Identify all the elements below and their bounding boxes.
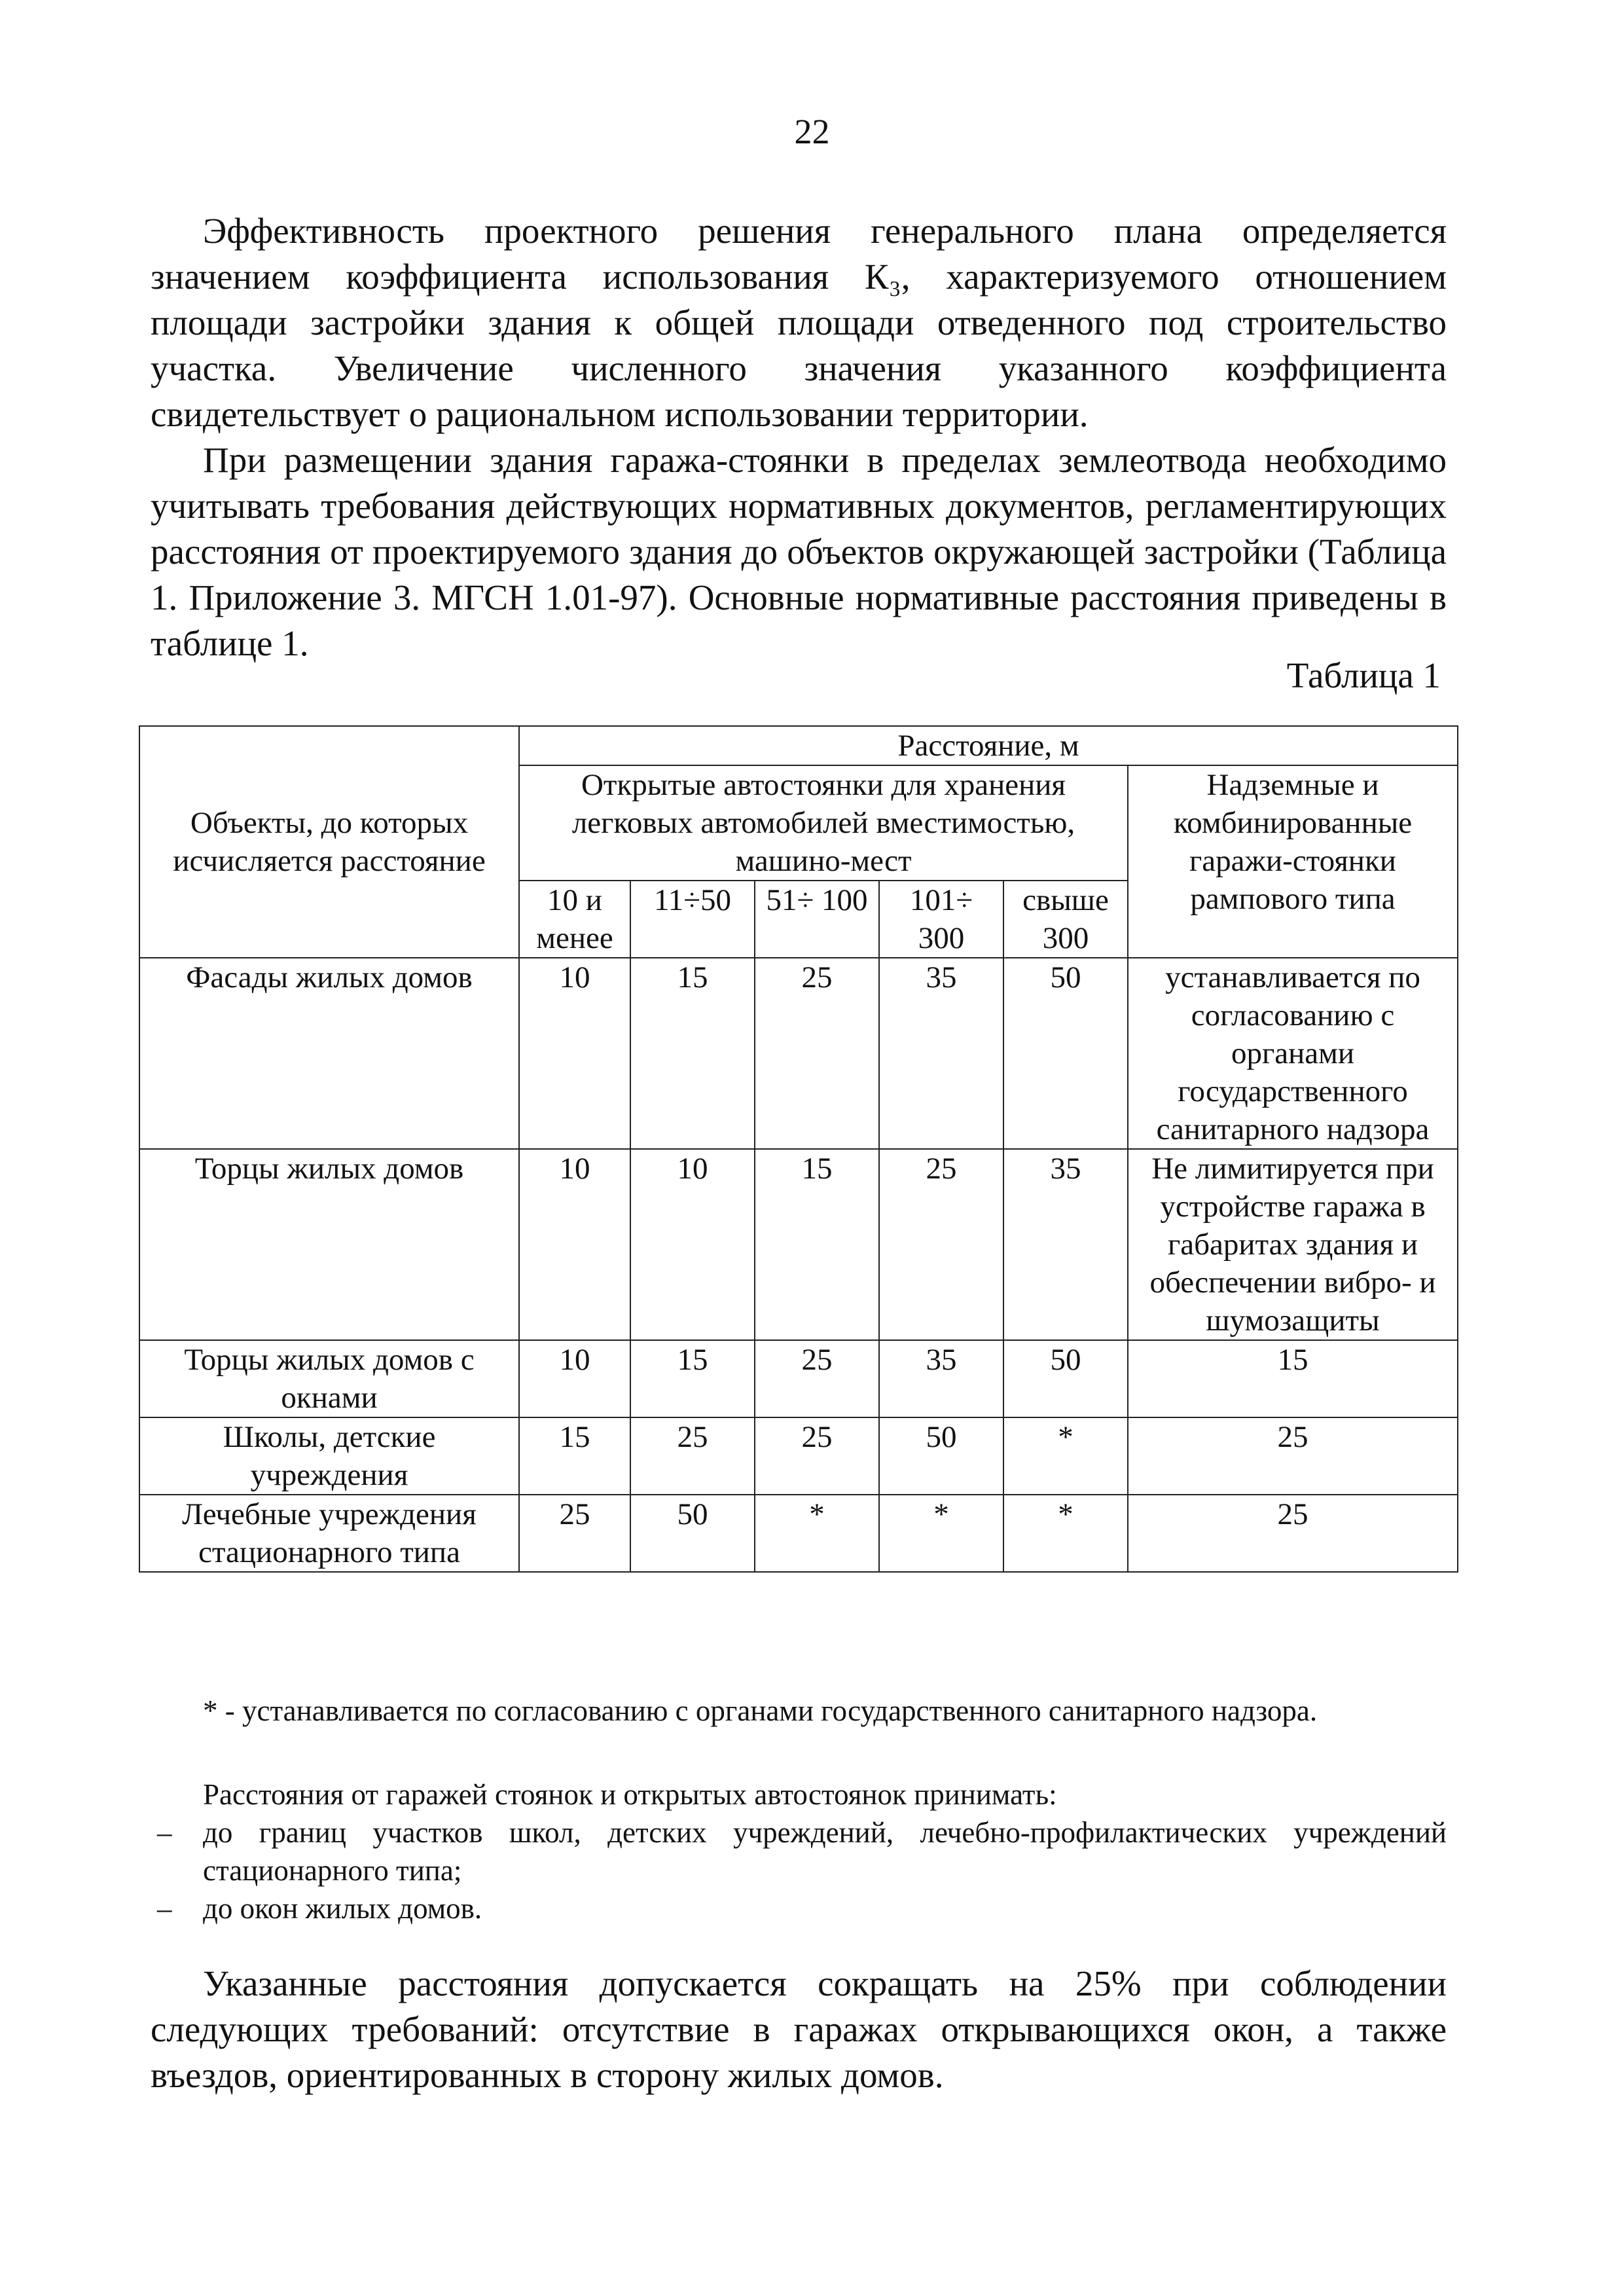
value-cell: 25 — [519, 1495, 630, 1572]
object-cell: Торцы жилых домов — [139, 1149, 519, 1340]
value-cell: 10 — [519, 958, 630, 1149]
table-header-row — [139, 726, 1458, 765]
value-cell: 50 — [879, 1417, 1003, 1495]
capacity-cell: 11÷50 — [630, 881, 755, 958]
value-cell: 25 — [879, 1149, 1003, 1340]
value-cell: * — [1003, 1417, 1128, 1495]
capacity-cell: свыше 300 — [1003, 881, 1128, 958]
value-cell: 10 — [630, 1149, 755, 1340]
garage-cell: Не лимитируется при устройстве гаража в габаритах здания и обеспечении вибро- и шумозащиты — [1128, 1149, 1458, 1340]
table-row — [139, 958, 1458, 1149]
table-caption: Таблица 1 — [1286, 655, 1441, 695]
value-cell: 10 — [519, 1149, 630, 1340]
paragraph-efficiency: Эффективность проектного решения генерального плана определяется значением коэффициента использования К₃, характеризуемого отношением площади застройки здания к общей площади отведенного под строительство участка. Увеличение численного значения указанного коэффициента свидетельствует о рациональном использовании территории. — [151, 211, 1447, 434]
header-distance: Расстояние, м — [519, 726, 1458, 765]
footnote-list-item — [151, 1813, 1447, 1889]
table-row — [139, 1417, 1458, 1495]
value-cell: * — [879, 1495, 1003, 1572]
value-cell: 50 — [630, 1495, 755, 1572]
garage-cell: 25 — [1128, 1495, 1458, 1572]
dash-bullet: – — [157, 1892, 172, 1925]
value-cell: * — [755, 1495, 879, 1572]
header-garages: Надземные и комбинированные гаражи-стоянки рампового типа — [1128, 765, 1458, 958]
value-cell: 35 — [879, 958, 1003, 1149]
value-cell: 15 — [630, 1340, 755, 1417]
garage-cell: 25 — [1128, 1417, 1458, 1495]
footnote-list-item — [151, 1889, 1447, 1927]
garage-cell: устанавливается по согласованию с органами государственного санитарного надзора — [1128, 958, 1458, 1149]
value-cell: 25 — [755, 958, 879, 1149]
capacity-cell: 101÷ 300 — [879, 881, 1003, 958]
object-cell: Торцы жилых домов с окнами — [139, 1340, 519, 1417]
value-cell: 35 — [879, 1340, 1003, 1417]
value-cell: 25 — [755, 1340, 879, 1417]
page-number: 22 — [794, 112, 830, 151]
footnote-list-text: до окон жилых домов. — [203, 1892, 482, 1925]
garage-cell: 15 — [1128, 1340, 1458, 1417]
value-cell: 15 — [519, 1417, 630, 1495]
table-row — [139, 1340, 1458, 1417]
capacity-cell: 10 и менее — [519, 881, 630, 958]
footnote-intro: Расстояния от гаражей стоянок и открытых автостоянок принимать: — [203, 1778, 1057, 1811]
object-cell: Фасады жилых домов — [139, 958, 519, 1149]
value-cell: 35 — [1003, 1149, 1128, 1340]
value-cell: 10 — [519, 1340, 630, 1417]
table-row — [139, 1495, 1458, 1572]
value-cell: * — [1003, 1495, 1128, 1572]
object-cell: Лечебные учреждения стационарного типа — [139, 1495, 519, 1572]
value-cell: 25 — [630, 1417, 755, 1495]
dash-bullet: – — [157, 1816, 172, 1849]
header-objects: Объекты, до которых исчисляется расстояние — [139, 726, 519, 958]
header-open-parking: Открытые автостоянки для хранения легковых автомобилей вместимостью, машино-мест — [519, 765, 1128, 881]
value-cell: 15 — [630, 958, 755, 1149]
footnote-star: * - устанавливается по согласованию с органами государственного санитарного надзора. — [203, 1694, 1318, 1727]
capacity-cell: 51÷ 100 — [755, 881, 879, 958]
paragraph-reduction: Указанные расстояния допускается сокращать на 25% при соблюдении следующих требований: отсутствие в гаражах открывающихся окон, а также въездов, ориентированных в сторону жилых домов. — [151, 1963, 1447, 2095]
footnote-list-text: до границ участков школ, детских учреждений, лечебно-профилактических учреждений стационарного типа; — [203, 1816, 1447, 1887]
value-cell: 25 — [755, 1417, 879, 1495]
value-cell: 50 — [1003, 1340, 1128, 1417]
distance-table — [139, 725, 1458, 1573]
paragraph-placement: При размещении здания гаража-стоянки в пределах землеотвода необходимо учитывать требования действующих нормативных документов, регламентирующих расстояния от проектируемого здания до объектов окружающей застройки (Таблица 1. Приложение 3. МГСН 1.01-97). Основные нормативные расстояния приведены в таблице 1. — [151, 440, 1447, 663]
value-cell: 50 — [1003, 958, 1128, 1149]
object-cell: Школы, детские учреждения — [139, 1417, 519, 1495]
value-cell: 15 — [755, 1149, 879, 1340]
table-row — [139, 1149, 1458, 1340]
